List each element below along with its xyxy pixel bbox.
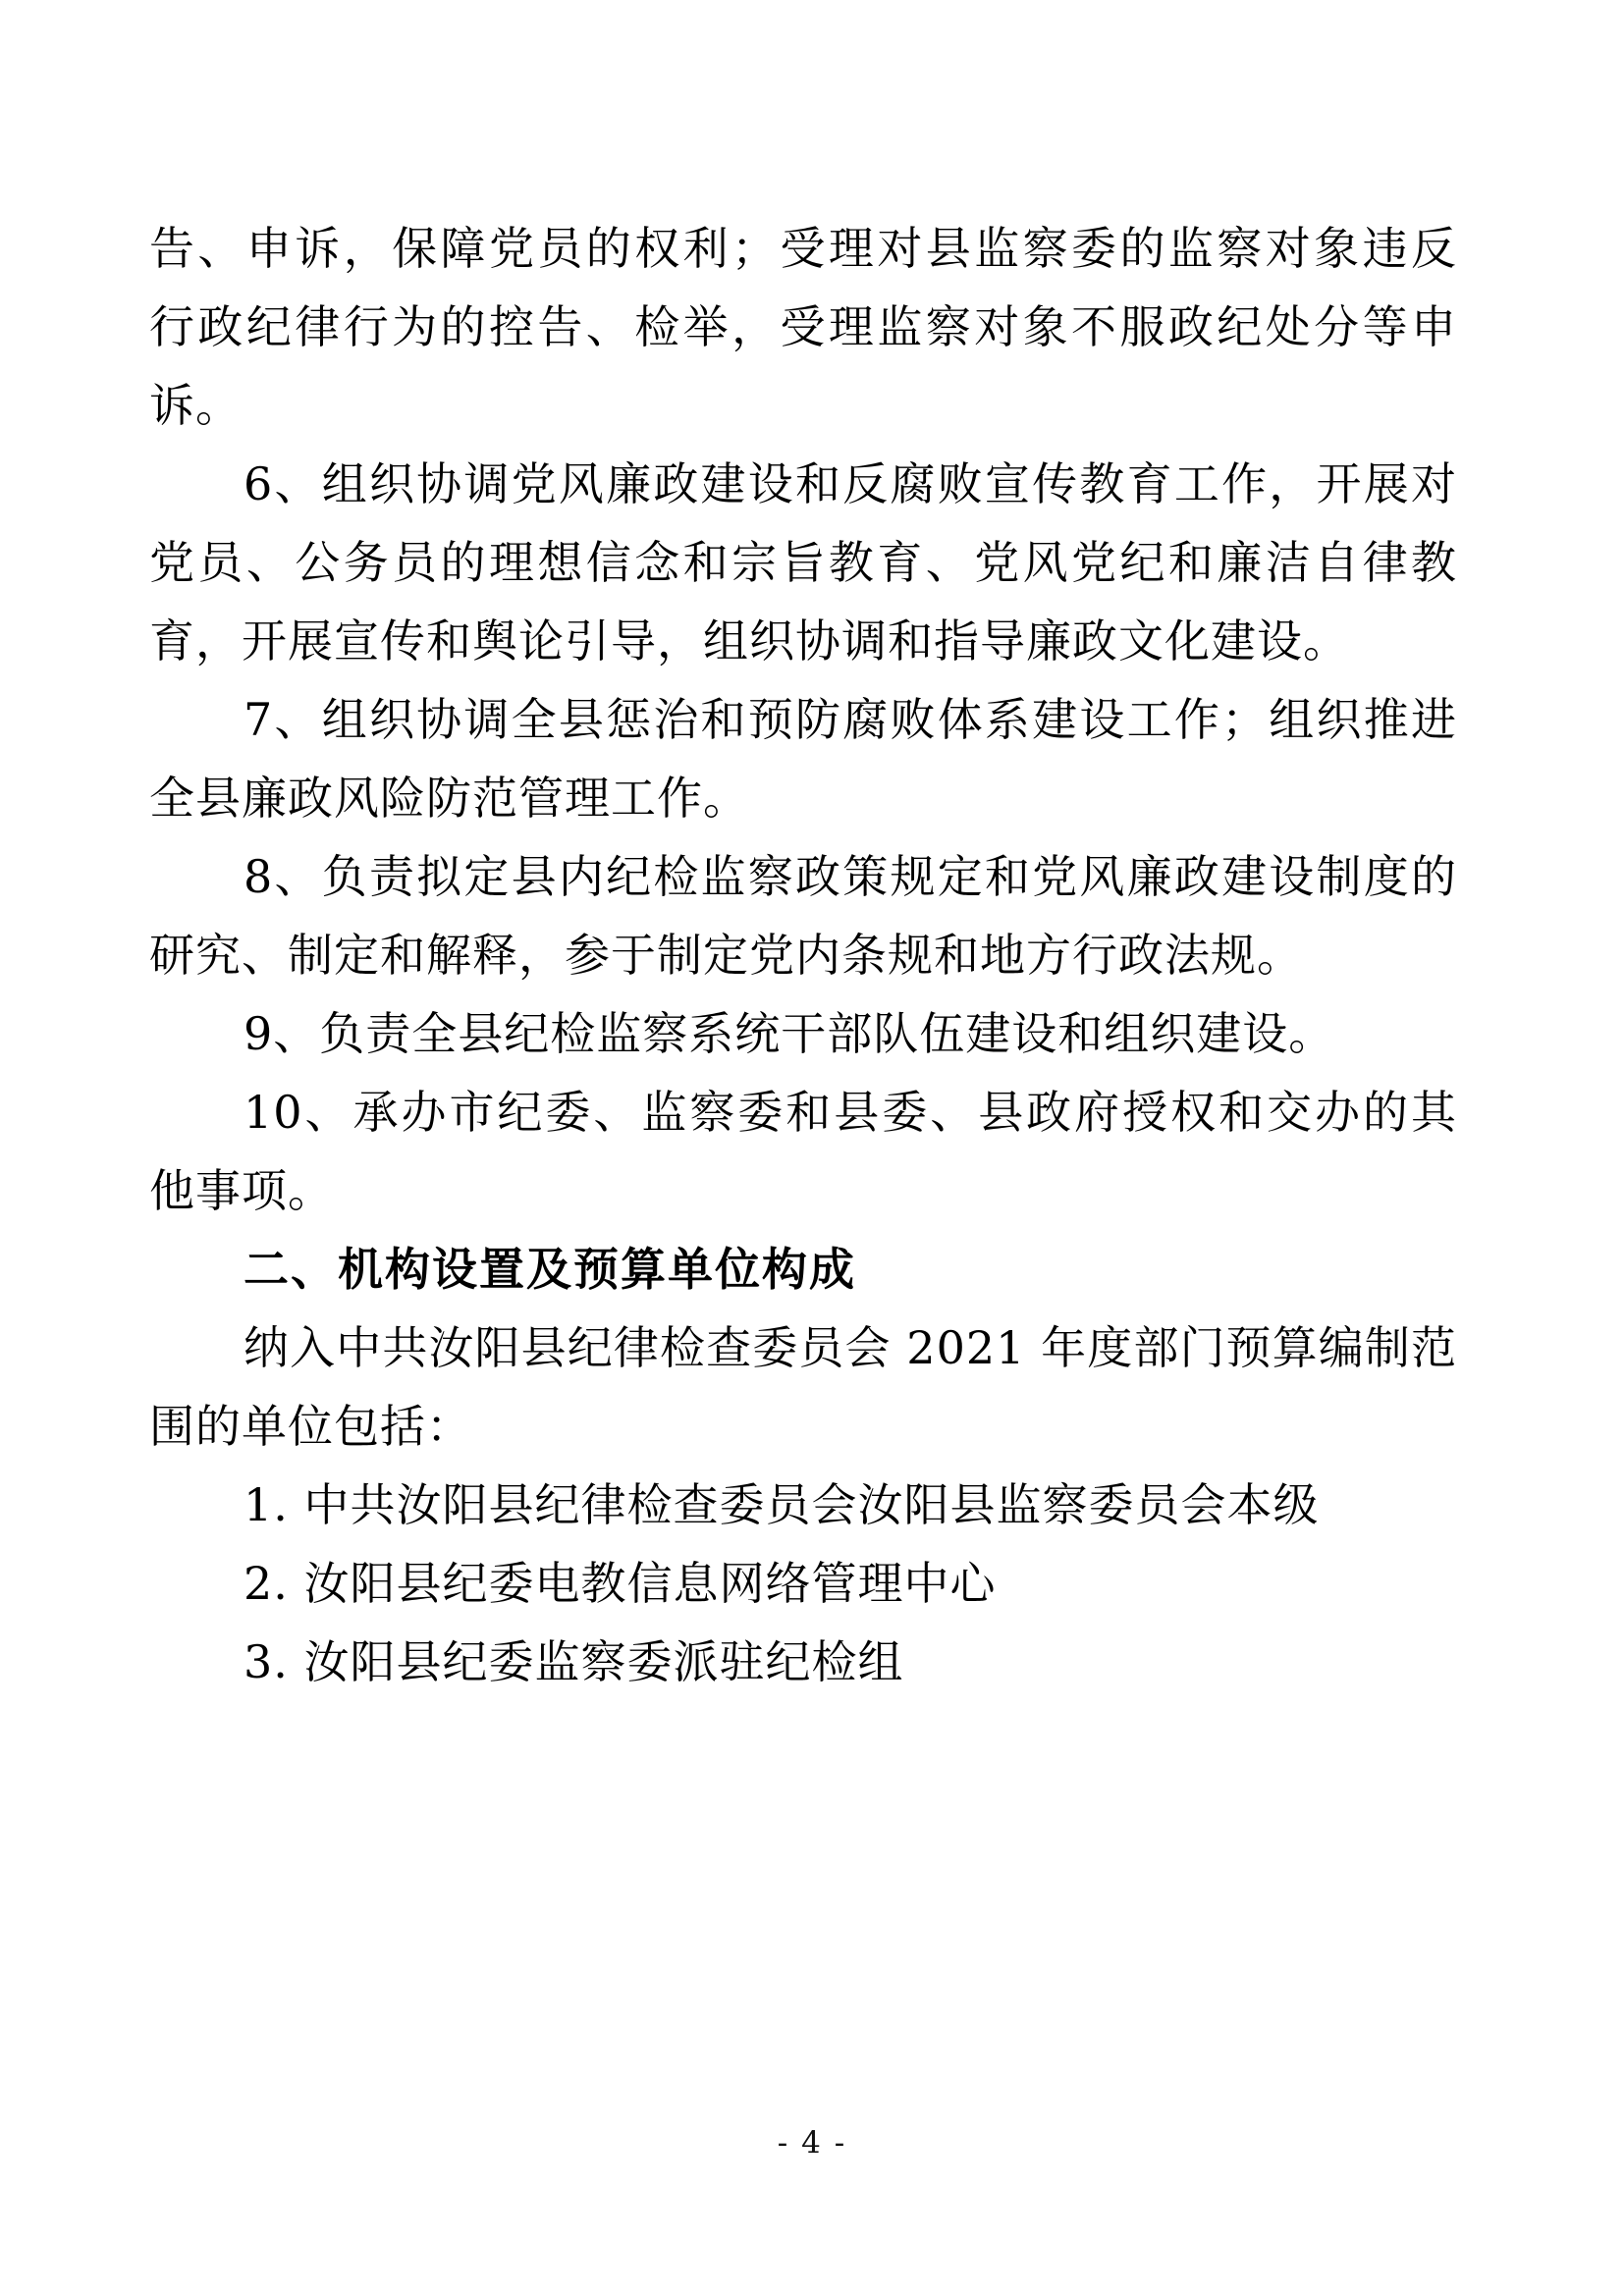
- text-line: 纳入中共汝阳县纪律检查委员会 2021 年度部门预算编制范: [244, 1321, 1457, 1374]
- text-line: 围的单位包括：: [149, 1400, 472, 1453]
- text-line: 1. 中共汝阳县纪律检查委员会汝阳县监察委员会本级: [244, 1478, 1320, 1531]
- page-footer: [0, 2125, 1624, 2161]
- text-line: 诉。: [149, 379, 242, 432]
- text-line: 9、负责全县纪检监察系统干部队伍建设和组织建设。: [244, 1007, 1335, 1060]
- text-line: 研究、制定和解释，参于制定党内条规和地方行政法规。: [149, 929, 1303, 982]
- text-line: 育，开展宣传和舆论引导，组织协调和指导廉政文化建设。: [149, 614, 1349, 667]
- text-line: 他事项。: [149, 1164, 334, 1217]
- text-line: 行政纪律行为的控告、检举，受理监察对象不服政纪处分等申: [149, 300, 1457, 353]
- text-line: 告、申诉，保障党员的权利；受理对县监察委的监察对象违反: [149, 222, 1457, 275]
- text-line: 7、组织协调全县惩治和预防腐败体系建设工作；组织推进: [244, 693, 1457, 746]
- text-line: 10、承办市纪委、监察委和县委、县政府授权和交办的其: [244, 1086, 1457, 1139]
- text-line: 全县廉政风险防范管理工作。: [149, 772, 749, 825]
- document-body: [149, 209, 1457, 1701]
- text-line: 3. 汝阳县纪委监察委派驻纪检组: [244, 1635, 904, 1688]
- section-heading: 二、机构设置及预算单位构成: [244, 1243, 856, 1296]
- text-line: 党员、公务员的理想信念和宗旨教育、党风党纪和廉洁自律教: [149, 536, 1457, 589]
- text-line: 2. 汝阳县纪委电教信息网络管理中心: [244, 1557, 997, 1610]
- text-line: 6、组织协调党风廉政建设和反腐败宣传教育工作，开展对: [244, 457, 1457, 510]
- page-number: - 4 -: [777, 2125, 847, 2161]
- text-line: 8、负责拟定县内纪检监察政策规定和党风廉政建设制度的: [244, 850, 1457, 903]
